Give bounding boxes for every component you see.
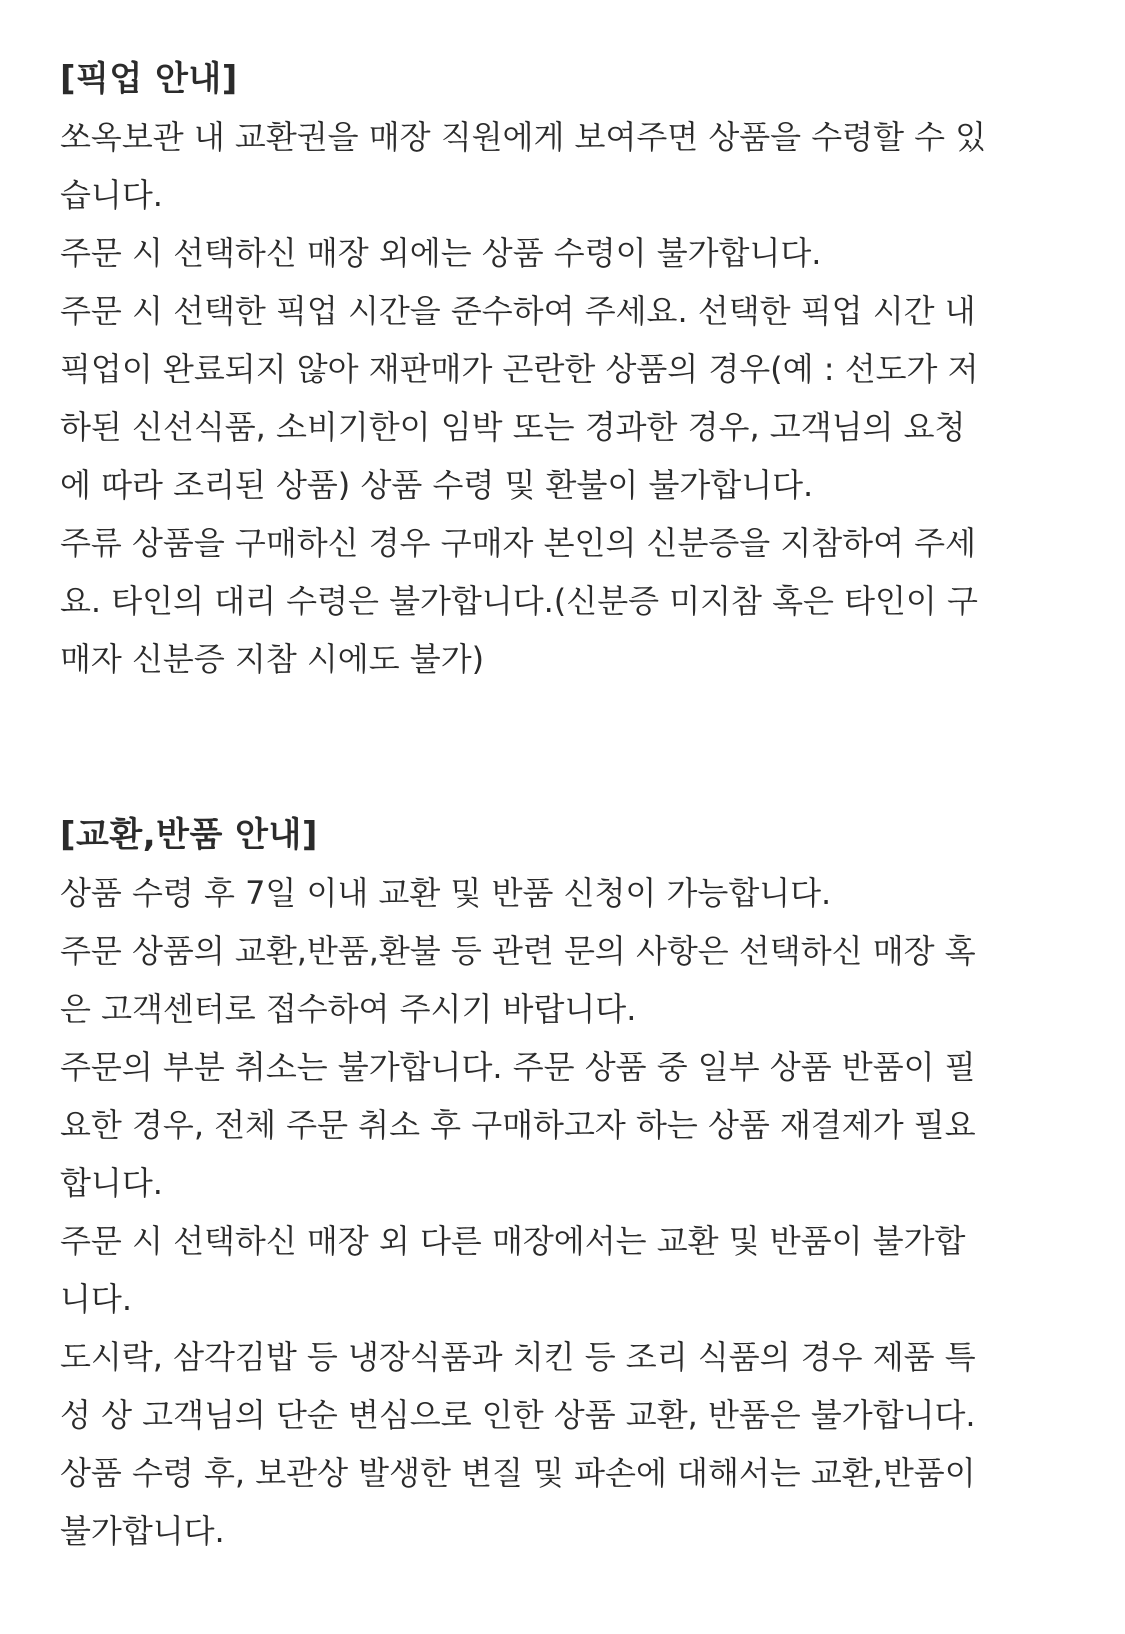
text-line: 주문 시 선택하신 매장 외에는 상품 수령이 불가합니다. <box>60 234 822 272</box>
pickup-guide-section <box>60 50 1060 688</box>
text-line: 주문 상품의 교환,반품,환불 등 관련 문의 사항은 선택하신 매장 혹 <box>60 932 976 970</box>
text-line: 주문 시 선택한 픽업 시간을 준수하여 주세요. 선택한 픽업 시간 내 <box>60 292 976 330</box>
text-line: 에 따라 조리된 상품) 상품 수령 및 환불이 불가합니다. <box>60 466 814 504</box>
text-line: 합니다. <box>60 1164 163 1202</box>
text-line: 주문의 부분 취소는 불가합니다. 주문 상품 중 일부 상품 반품이 필 <box>60 1048 976 1086</box>
text-line: 불가합니다. <box>60 1512 225 1550</box>
notice-document <box>60 50 1060 1560</box>
text-line: 은 고객센터로 접수하여 주시기 바랍니다. <box>60 990 637 1028</box>
exchange-return-guide-title: [교환,반품 안내] <box>60 815 318 855</box>
text-line: 요한 경우, 전체 주문 취소 후 구매하고자 하는 상품 재결제가 필요 <box>60 1106 976 1144</box>
text-line: 매자 신분증 지참 시에도 불가) <box>60 640 485 678</box>
text-line: 주류 상품을 구매하신 경우 구매자 본인의 신분증을 지참하여 주세 <box>60 524 977 562</box>
exchange-return-guide-body <box>60 864 1060 1560</box>
text-line: 픽업이 완료되지 않아 재판매가 곤란한 상품의 경우(예 : 선도가 저 <box>60 350 979 388</box>
text-line: 쏘옥보관 내 교환권을 매장 직원에게 보여주면 상품을 수령할 수 있 <box>60 118 987 156</box>
text-line: 니다. <box>60 1280 132 1318</box>
text-line: 도시락, 삼각김밥 등 냉장식품과 치킨 등 조리 식품의 경우 제품 특 <box>60 1338 976 1376</box>
exchange-return-guide-section <box>60 806 1060 1560</box>
text-line: 성 상 고객님의 단순 변심으로 인한 상품 교환, 반품은 불가합니다. <box>60 1396 976 1434</box>
text-line: 요. 타인의 대리 수령은 불가합니다.(신분증 미지참 혹은 타인이 구 <box>60 582 978 620</box>
text-line: 주문 시 선택하신 매장 외 다른 매장에서는 교환 및 반품이 불가합 <box>60 1222 966 1260</box>
text-line: 상품 수령 후, 보관상 발생한 변질 및 파손에 대해서는 교환,반품이 <box>60 1454 976 1492</box>
pickup-guide-title: [픽업 안내] <box>60 59 238 99</box>
pickup-guide-body <box>60 108 1060 688</box>
text-line: 상품 수령 후 7일 이내 교환 및 반품 신청이 가능합니다. <box>60 874 832 912</box>
text-line: 습니다. <box>60 176 163 214</box>
text-line: 하된 신선식품, 소비기한이 임박 또는 경과한 경우, 고객님의 요청 <box>60 408 966 446</box>
